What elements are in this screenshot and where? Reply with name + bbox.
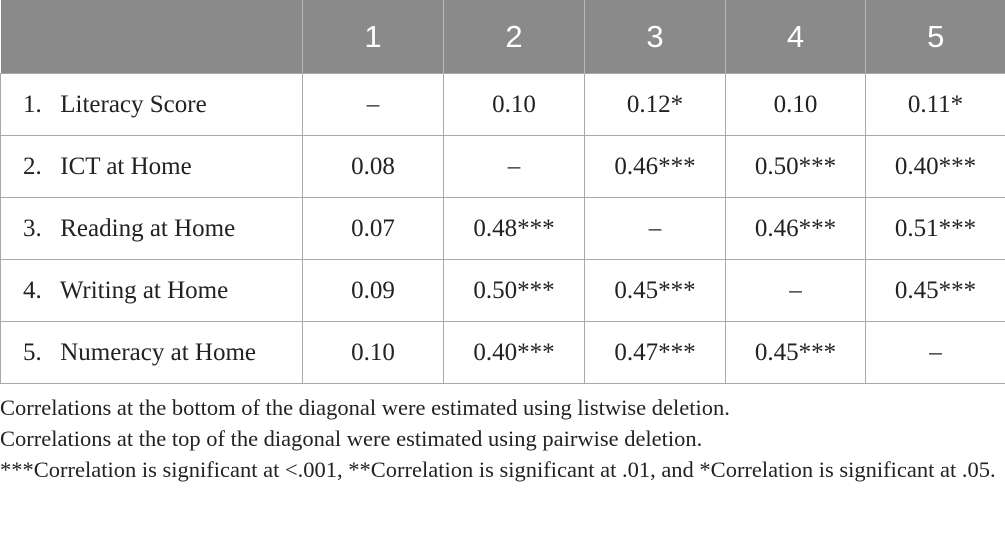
table-cell: 0.40*** <box>444 322 585 384</box>
table-cell: 0.48*** <box>444 198 585 260</box>
table-cell: 0.45*** <box>726 322 866 384</box>
table-cell: 0.50*** <box>444 260 585 322</box>
table-row <box>1 198 1005 260</box>
row-label <box>1 136 303 198</box>
table-cell: 0.11* <box>866 74 1005 136</box>
header-cell-3: 3 <box>585 0 726 74</box>
row-label <box>1 74 303 136</box>
table-cell: 0.46*** <box>585 136 726 198</box>
table-cell: 0.10 <box>444 74 585 136</box>
row-label-text: Literacy Score <box>60 90 207 118</box>
row-label <box>1 322 303 384</box>
table-cell: – <box>585 198 726 260</box>
header-cell-5: 5 <box>866 0 1005 74</box>
table-cell: 0.46*** <box>726 198 866 260</box>
table-cell: 0.47*** <box>585 322 726 384</box>
table-row <box>1 136 1005 198</box>
table-body <box>1 74 1005 384</box>
row-label-text: Numeracy at Home <box>60 338 257 366</box>
table-cell: 0.09 <box>303 260 444 322</box>
row-number: 2. <box>23 152 42 180</box>
table-cell: – <box>866 322 1005 384</box>
row-label <box>1 260 303 322</box>
table-cell: – <box>444 136 585 198</box>
header-cell-blank <box>1 0 303 74</box>
table-notes <box>0 392 1000 485</box>
table-cell: 0.50*** <box>726 136 866 198</box>
header-row <box>1 0 1005 74</box>
row-number: 5. <box>23 338 42 366</box>
table-cell: 0.40*** <box>866 136 1005 198</box>
note-pairwise: Correlations at the top of the diagonal were estimated using pairwise deletion. <box>0 426 703 451</box>
table-cell: 0.07 <box>303 198 444 260</box>
table-row <box>1 322 1005 384</box>
header-cell-2: 2 <box>444 0 585 74</box>
row-number: 1. <box>23 90 42 118</box>
row-label-text: ICT at Home <box>60 152 192 180</box>
note-significance: ***Correlation is significant at <.001, **Correlation is significant at .01, and *Correlation is significant at .05. <box>0 457 996 482</box>
table-cell: 0.10 <box>303 322 444 384</box>
table-row <box>1 260 1005 322</box>
table-cell: 0.12* <box>585 74 726 136</box>
header-cell-1: 1 <box>303 0 444 74</box>
table-cell: 0.51*** <box>866 198 1005 260</box>
table-cell: 0.08 <box>303 136 444 198</box>
row-label-text: Reading at Home <box>60 214 236 242</box>
row-number: 3. <box>23 214 42 242</box>
header-cell-4: 4 <box>726 0 866 74</box>
note-listwise: Correlations at the bottom of the diagonal were estimated using listwise deletion. <box>0 395 730 420</box>
row-label-text: Writing at Home <box>59 276 229 304</box>
table-cell: 0.45*** <box>866 260 1005 322</box>
table-cell: – <box>303 74 444 136</box>
table-header <box>1 0 1005 74</box>
table-cell: 0.45*** <box>585 260 726 322</box>
table-cell: 0.10 <box>726 74 866 136</box>
table-row <box>1 74 1005 136</box>
row-number: 4. <box>23 276 42 304</box>
table-cell: – <box>726 260 866 322</box>
row-label <box>1 198 303 260</box>
